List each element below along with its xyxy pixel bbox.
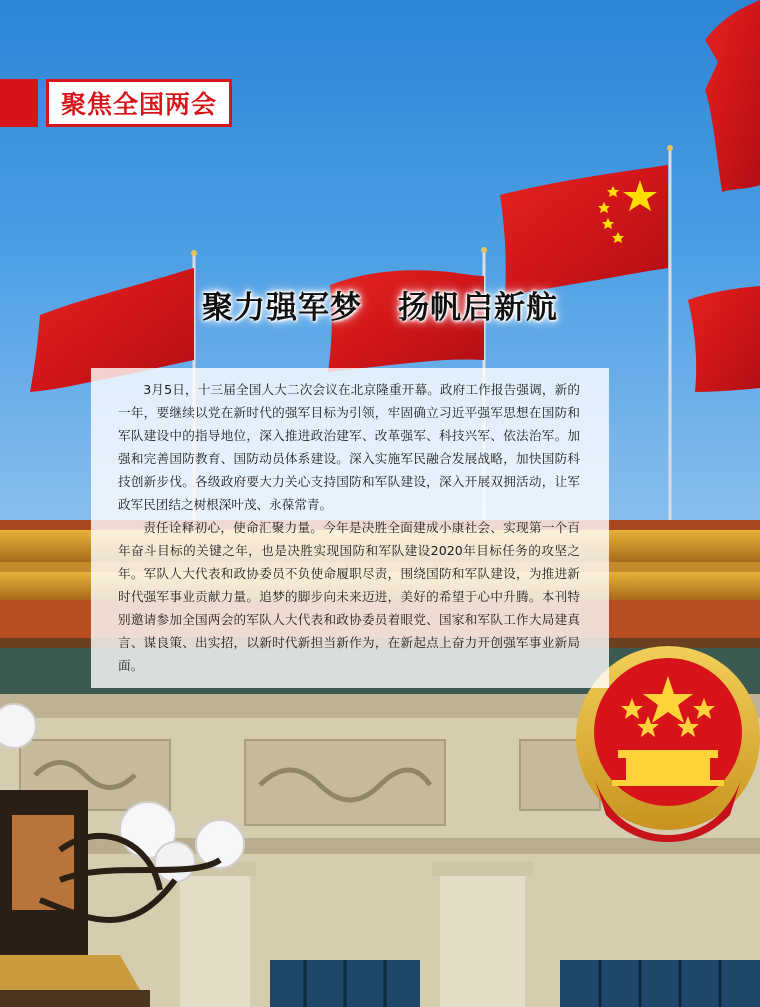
section-tag (0, 79, 232, 127)
article-headline (0, 282, 760, 327)
section-tag-red-bar (0, 79, 38, 127)
body-paragraph-1: 3月5日，十三届全国人大二次会议在北京隆重开幕。政府工作报告强调，新的一年，要继续以党在新时代的强军目标为引领，牢固确立习近平强军思想在国防和军队建设中的指导地位，深入推进政治建军、改革强军、科技兴军、依法治军。加强和完善国防教育、国防动员体系建设。深入实施军民融合发展战略，加快国防科技创新步伐。各级政府要大力关心支持国防和军队建设，深入开展双拥活动，让军政军民团结之树根深叶茂、永葆常青。 (118, 382, 580, 512)
body-paragraph-2: 责任诠释初心，使命汇聚力量。今年是决胜全面建成小康社会、实现第一个百年奋斗目标的关键之年，也是决胜实现国防和军队建设2020年目标任务的攻坚之年。军队人大代表和政协委员不负使命履职尽责，围绕国防和军队建设，为推进新时代强军事业贡献力量。追梦的脚步向未来迈进，美好的希望于心中升腾。本刊特别邀请参加全国两会的军队人大代表和政协委员着眼党、国家和军队工作大局建真言、谋良策、出实招，以新时代新担当新作为，在新起点上奋力开创强军事业新局面。 (118, 520, 580, 673)
headline-part1: 聚力强军梦 (202, 290, 362, 326)
headline-part2: 扬帆启新航 (398, 290, 558, 326)
section-tag-label: 聚焦全国两会 (46, 79, 232, 127)
article-body (118, 378, 580, 677)
red-flags (30, 0, 760, 392)
